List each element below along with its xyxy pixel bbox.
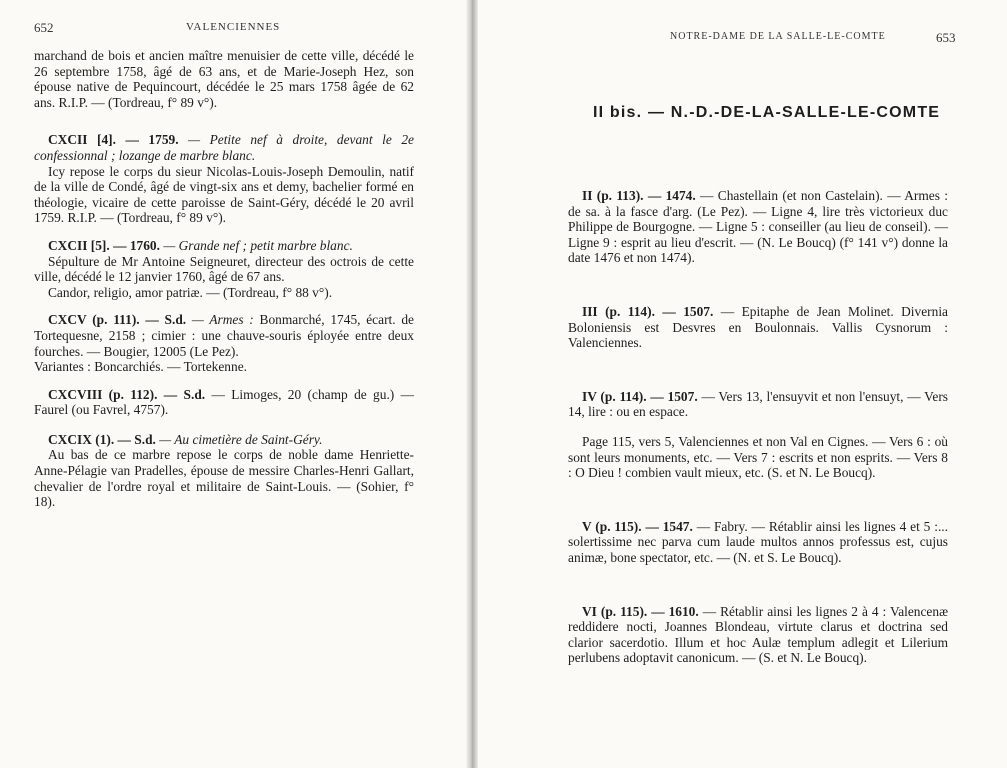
entry-head-paragraph (34, 387, 414, 418)
entry-paragraph (568, 604, 948, 666)
section-title: II bis. — N.-D.-DE-LA-SALLE-LE-COMTE (593, 104, 941, 121)
entry-head: VI (p. 115). — 1610. (582, 603, 699, 619)
entry-cxcix (34, 432, 414, 510)
right-page-number: 653 (936, 30, 956, 45)
entry-location: — Armes : (186, 312, 254, 328)
entry-text: — Vers 13, l'ensuyvit et non l'ensuyt, — Vers 14, lire : ou en espace. (568, 388, 948, 420)
entry-v (568, 519, 948, 566)
entry-vi (568, 604, 948, 666)
entry-head: CXCII [5]. — 1760. (48, 237, 160, 253)
entry-text: Au bas de ce marbre repose le corps de noble dame Henriette-Anne-Pélagie van Pradelles, épouse de messire Charles-Henri Gallart, chevalier de l'ordre royal et militaire de Saint-Louis. — (Sohier, f° 18). (34, 447, 414, 510)
entry-text: Icy repose le corps du sieur Nicolas-Louis-Joseph Demoulin, natif de la ville de Condé, âgé de vingt-six ans et demy, bachelier formé en théologie, vicaire de cette paroisse de Saint-Géry, décédé le 20 avril 1759. R.I.P. — (Tordreau, f° 89 v°). (34, 163, 414, 226)
entry-location: — Au cimetière de Saint-Géry. (155, 431, 323, 447)
entry-head-paragraph (34, 312, 414, 359)
entry-paragraph (568, 188, 948, 266)
left-running-head: VALENCIENNES (186, 21, 281, 33)
entry-cxcii-4 (34, 132, 414, 226)
entry-paragraph-extra: Page 115, vers 5, Valenciennes et non Val en Cignes. — Vers 6 : où sont leurs monuments, etc. — Vers 7 : escrits et non esprits. — Vers 8 : O Dieu ! combien vault mieux, etc. (S. et N. Le Boucq). (568, 433, 948, 481)
entry-text: Bonmarché, 1745, écart. de Tortequesne, 2158 ; cimier : une chauve-souris éployée entre deux fourches. — Bougier, 12005 (Le Pez). (34, 312, 414, 359)
entry-location: — Petite nef à droite, devant le 2e confessionnal ; lozange de marbre blanc. (34, 132, 414, 163)
entry-head: CXCVIII (p. 112). — S.d. (48, 386, 206, 402)
entry-head: CXCIX (1). — S.d. (48, 431, 156, 447)
entry-cxcv (34, 312, 414, 374)
right-running-head: NOTRE-DAME DE LA SALLE-LE-COMTE (670, 31, 886, 42)
left-page-body (34, 48, 414, 510)
left-page (0, 0, 470, 768)
entry-paragraph (568, 519, 948, 566)
entry-continuation (34, 48, 414, 110)
entry-head: IV (p. 114). — 1507. (582, 388, 698, 404)
entry-head: V (p. 115). — 1547. (582, 518, 693, 534)
left-page-number: 652 (34, 20, 54, 35)
entry-text: Sépulture de Mr Antoine Seigneuret, directeur des octrois de cette ville, décédé le 12 janvier 1760, âgé de 67 ans. (34, 253, 414, 285)
right-page-body (568, 188, 948, 666)
entry-paragraph (568, 389, 948, 420)
entry-text: marchand de bois et ancien maître menuisier de cette ville, décédé le 26 septembre 1758, âgé de 63 ans, et de Marie-Joseph Hez, son épouse native de Pequincourt, décédée le 25 mars 1758 âgée de 62 ans. R.I.P. — (Tordreau, f° 89 v°). (34, 48, 414, 110)
entry-iv (568, 389, 948, 481)
entry-head: CXCII [4]. — 1759. (48, 132, 179, 148)
entry-text: — Fabry. — Rétablir ainsi les lignes 4 et 5 :... solertissime nec parva cum laude multos annos professus est, cujus animæ, bone spectator, etc. — (N. et S. Le Boucq). (568, 518, 948, 565)
entry-head-paragraph (34, 238, 414, 254)
entry-iii (568, 304, 948, 351)
entry-head: III (p. 114). — 1507. (582, 303, 714, 319)
entry-cxcii-5 (34, 238, 414, 300)
entry-text: — Rétablir ainsi les lignes 2 à 4 : Valencenæ reddidere nocti, Joannes Blondeau, virtute clarus et doctrina sed clarior sacerdotio. Illum et hoc Aulæ templum adlegit et Lilerium perlubens adoptavit canonicum. — (S. et N. Le Boucq). (568, 603, 949, 666)
entry-head-paragraph (34, 132, 414, 163)
entry-text: — Epitaphe de Jean Molinet. Divernia Boloniensis est Desvres en Boulonnais. Vallis Cysnorum : Valenciennes. (568, 303, 948, 351)
entry-text: — Chastellain (et non Castelain). — Armes : de sa. à la fasce d'arg. (Le Pez). — Ligne 4, lire très victorieux duc Philippe de Bourgogne. — Ligne 5 : conseiller (au lieu de conseil). — Ligne 9 : esprit au lieu d'escrit. — (N. Le Boucq) (f° 141 v°) donne la date 1476 et non 1474). (568, 188, 948, 266)
entry-text: — Limoges, 20 (champ de gu.) — Faurel (ou Favrel, 4757). (34, 386, 415, 418)
entry-ii (568, 188, 948, 266)
entry-head: CXCV (p. 111). — S.d. (48, 312, 187, 328)
entry-cxcviii (34, 387, 414, 418)
entry-text: Candor, religio, amor patriæ. — (Tordreau, f° 88 v°). (48, 284, 333, 300)
entry-variants: Variantes : Boncarchiés. — Tortekenne. (34, 359, 247, 375)
entry-head: II (p. 113). — 1474. (582, 188, 696, 203)
entry-paragraph (568, 304, 948, 351)
entry-location: — Grande nef ; petit marbre blanc. (159, 237, 353, 253)
entry-head-paragraph (34, 432, 414, 448)
